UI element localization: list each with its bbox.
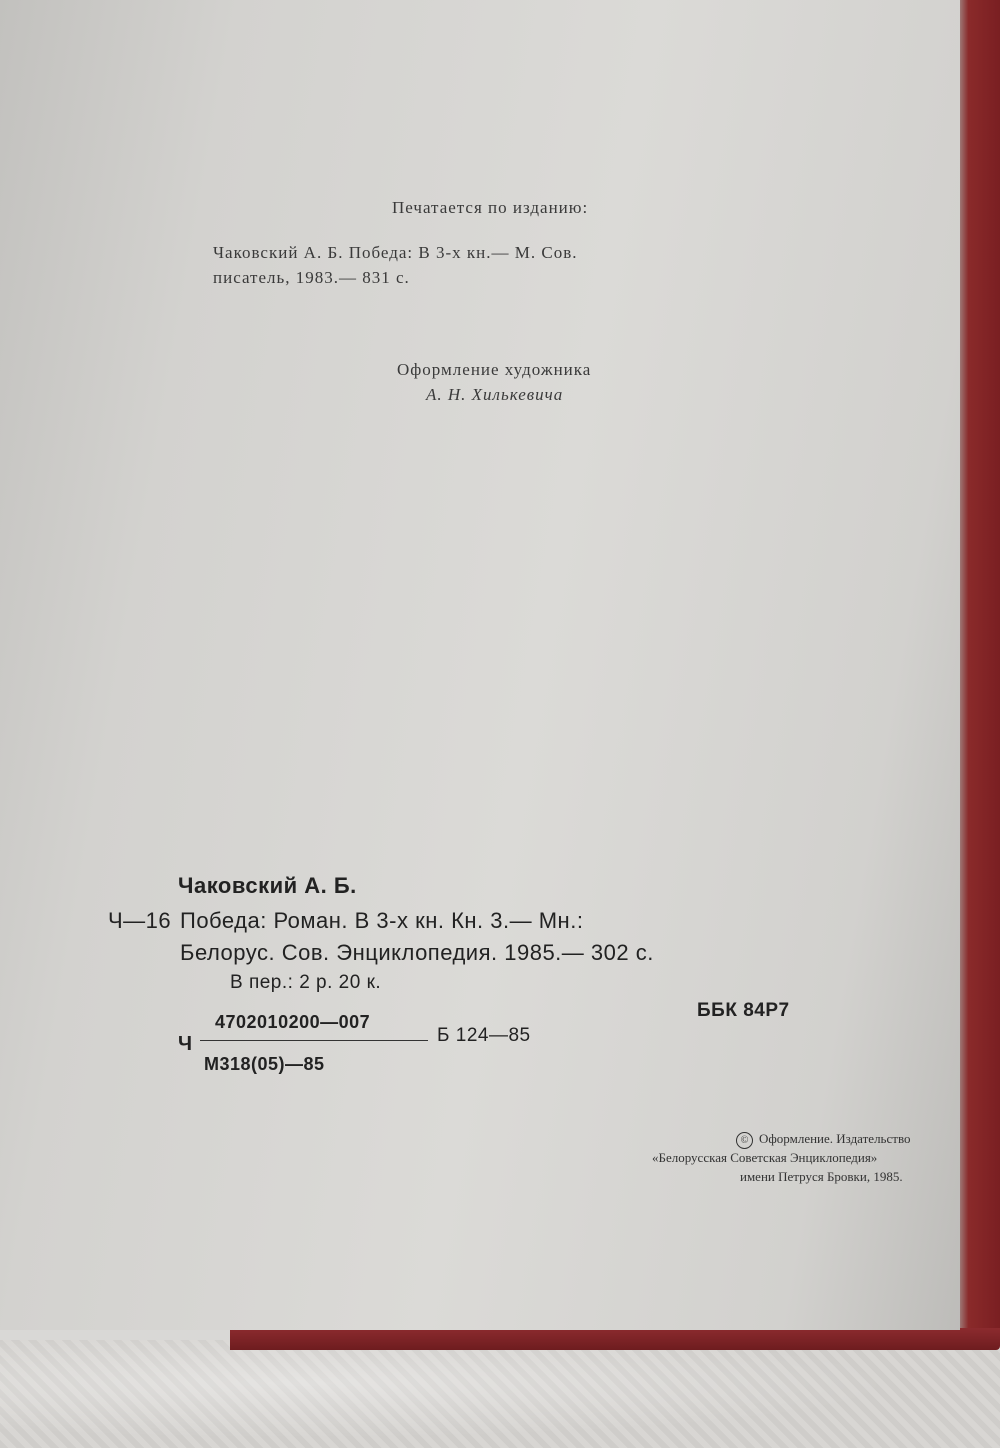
fraction-line [200, 1040, 428, 1041]
copyright-icon: © [736, 1132, 753, 1149]
source-edition-line-1: Чаковский А. Б. Победа: В 3-х кн.— М. Сов. [213, 243, 578, 262]
catalog-author: Чаковский А. Б. [178, 873, 357, 898]
catalog-price: В пер.: 2 р. 20 к. [230, 972, 382, 993]
code-letter: Ч [178, 1033, 193, 1055]
catalog-publisher-line: Белорус. Сов. Энциклопедия. 1985.— 302 с. [180, 940, 654, 965]
catalog-index: Ч—16 [108, 908, 172, 933]
table-surface [0, 1340, 1000, 1448]
code-numerator: 4702010200—007 [215, 1012, 371, 1032]
design-label: Оформление художника [397, 360, 592, 379]
catalog-title-line: Победа: Роман. В 3-х кн. Кн. 3.— Мн.: [180, 908, 584, 933]
copyright-line-1: © Оформление. Издательство [736, 1131, 911, 1149]
copyright-line-3: имени Петруся Бровки, 1985. [740, 1169, 903, 1184]
code-denominator: М318(05)—85 [204, 1054, 325, 1074]
book-cover-edge [955, 0, 1000, 1340]
code-suffix: Б 124—85 [437, 1025, 531, 1046]
book-cover-bottom-edge [230, 1328, 1000, 1350]
printed-from-label: Печатается по изданию: [392, 198, 589, 217]
design-artist: А. Н. Хилькевича [426, 385, 564, 404]
copyright-line-2: «Белорусская Советская Энциклопедия» [652, 1150, 878, 1165]
bbk-code: ББК 84Р7 [697, 1000, 790, 1021]
source-edition-line-2: писатель, 1983.— 831 с. [213, 268, 410, 287]
